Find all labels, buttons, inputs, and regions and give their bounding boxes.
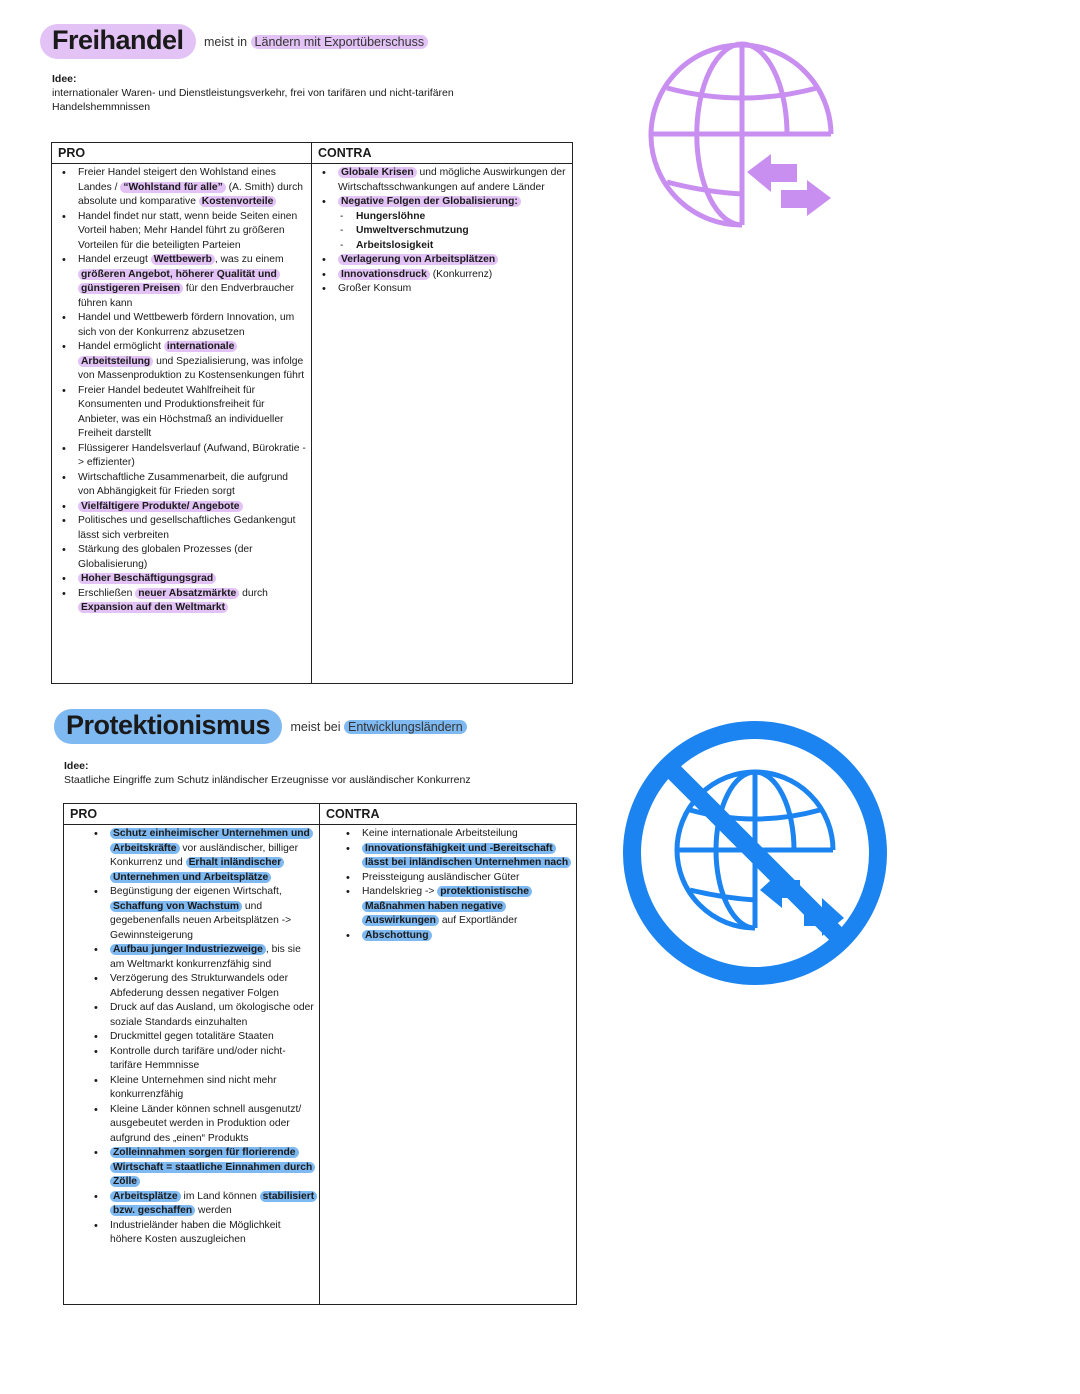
globe-trade-arrows-icon	[645, 40, 840, 232]
list-item: • Kontrolle durch tarifäre und/oder nicht-tarifäre Hemmnisse	[110, 1045, 315, 1074]
sub-list	[338, 210, 568, 254]
list-item: • Schutz einheimischer Unternehmen und Arbeitskräfte vor ausländischer, billiger Konkurrenz und Erhalt inländischer Unternehmen und Arbeitsplätze	[110, 827, 315, 885]
protektionismus-table	[63, 803, 577, 1305]
idea-text: internationaler Waren- und Dienstleistungsverkehr, frei von tarifären und nicht-tarifären Handelshemmnissen	[52, 87, 454, 113]
highlight: größeren Angebot, höherer Qualität und günstigeren Preisen	[78, 269, 280, 295]
freihandel-subtitle-highlight: Ländern mit Exportüberschuss	[251, 35, 429, 49]
sub-item: - Hungerslöhne	[356, 210, 568, 225]
freihandel-contra-cell	[312, 164, 573, 684]
protektionismus-contra-cell	[320, 825, 577, 1305]
list-item: • Keine internationale Arbeitsteilung	[362, 827, 572, 842]
highlight: Erhalt inländischer Unternehmen und Arbeitsplätze	[110, 857, 284, 883]
protektionismus-title-row	[54, 709, 467, 744]
highlight: neuer Absatzmärkte	[135, 588, 239, 599]
freihandel-title: Freihandel	[40, 24, 196, 59]
list-item: • Politisches und gesellschaftliches Gedankengut lässt sich verbreiten	[78, 514, 307, 543]
list-item: • Preissteigung ausländischer Güter	[362, 871, 572, 886]
highlight: Arbeitsplätze	[110, 1191, 181, 1202]
protektionismus-subtitle: meist bei Entwicklungsländern	[291, 720, 467, 734]
list-item	[110, 1146, 315, 1190]
list-item: • Handel ermöglicht internationale Arbeitsteilung und Spezialisierung, was infolge von Massenproduktion zu Kostensenkungen führt	[78, 340, 307, 384]
highlight: Aufbau junger Industriezweige	[110, 944, 266, 955]
list-item: • Industrieländer haben die Möglichkeit höhere Kosten auszugleichen	[110, 1219, 315, 1248]
list-item: • Druckmittel gegen totalitäre Staaten	[110, 1030, 315, 1045]
protektionismus-pro-cell	[64, 825, 320, 1305]
contra-header: CONTRA	[320, 804, 577, 825]
list-item: • Druck auf das Ausland, um ökologische oder soziale Standards einzuhalten	[110, 1001, 315, 1030]
freihandel-pro-cell	[52, 164, 312, 684]
highlight: Schaffung von Wachstum	[110, 901, 242, 912]
list-item: • Innovationsfähigkeit und -Bereitschaft lässt bei inländischen Unternehmen nach	[362, 842, 572, 871]
list-item: • Arbeitsplätze im Land können stabilisiert bzw. geschaffen werden	[110, 1190, 315, 1219]
list-item: • Freier Handel bedeutet Wahlfreiheit für Konsumenten und Produktionsfreiheit für Anbieter, was ein Höchstmaß an individueller Freiheit darstellt	[78, 384, 307, 442]
freihandel-pro-list	[56, 166, 307, 616]
list-item: • Freier Handel steigert den Wohlstand eines Landes / “Wohlstand für alle” (A. Smith) durch absolute und komparative Kostenvorteile	[78, 166, 307, 210]
list-item: • Verlagerung von Arbeitsplätzen	[338, 253, 568, 268]
contra-header: CONTRA	[312, 143, 573, 164]
list-item: • Stärkung des globalen Prozesses (der Globalisierung)	[78, 543, 307, 572]
freihandel-title-row	[40, 24, 428, 59]
freihandel-idea	[52, 72, 492, 114]
pro-header: PRO	[52, 143, 312, 164]
protektionismus-idea	[64, 759, 544, 787]
protektionismus-subtitle-highlight: Entwicklungsländern	[344, 720, 467, 734]
list-item: • Handel und Wettbewerb fördern Innovation, um sich von der Konkurrenz abzusetzen	[78, 311, 307, 340]
list-item: • Kleine Unternehmen sind nicht mehr konkurrenzfähig	[110, 1074, 315, 1103]
prohibited-globe-trade-icon	[620, 718, 890, 988]
highlight: Hoher Beschäftigungsgrad	[78, 573, 216, 584]
list-item: • Handelskrieg -> protektionistische Maßnahmen haben negative Auswirkungen auf Exportländer	[362, 885, 572, 929]
list-item: • Kleine Länder können schnell ausgenutzt/ ausgebeutet werden in Produktion oder aufgrund des „einen“ Produkts	[110, 1103, 315, 1147]
protektionismus-pro-list	[68, 827, 315, 1248]
highlight: “Wohlstand für alle”	[120, 182, 225, 193]
highlight: Schutz einheimischer Unternehmen und Arbeitskräfte	[110, 828, 313, 854]
list-item	[78, 500, 307, 515]
highlight: stabilisiert bzw. geschaffen	[110, 1191, 317, 1217]
list-item: • Begünstigung der eigenen Wirtschaft, Schaffung von Wachstum und gegebenenfalls neuen Arbeitsplätzen -> Gewinnsteigerung	[110, 885, 315, 943]
idea-text: Staatliche Eingriffe zum Schutz inländischer Erzeugnisse vor ausländischer Konkurrenz	[64, 774, 471, 786]
highlight: Kostenvorteile	[199, 196, 277, 207]
highlight: Wettbewerb	[151, 254, 215, 265]
list-item: • Innovationsdruck (Konkurrenz)	[338, 268, 568, 283]
list-item: • Erschließen neuer Absatzmärkte durch Expansion auf den Weltmarkt	[78, 587, 307, 616]
list-item: • Globale Krisen und mögliche Auswirkungen der Wirtschaftsschwankungen auf andere Länder	[338, 166, 568, 195]
highlight: Expansion auf den Weltmarkt	[78, 602, 228, 613]
sub-item: - Arbeitslosigkeit	[356, 239, 568, 254]
list-item: • Negative Folgen der Globalisierung: - Hungerslöhne - Umweltverschmutzung - Arbeitslosigkeit	[338, 195, 568, 253]
list-item: • Großer Konsum	[338, 282, 568, 297]
protektionismus-title: Protektionismus	[54, 709, 282, 744]
list-item: • Flüssigerer Handelsverlauf (Aufwand, Bürokratie -> effizienter)	[78, 442, 307, 471]
highlight: Zolleinnahmen sorgen für florierende Wirtschaft = staatliche Einnahmen durch Zölle	[110, 1147, 315, 1187]
freihandel-subtitle: meist in Ländern mit Exportüberschuss	[204, 35, 428, 49]
idea-label: Idee:	[64, 760, 89, 772]
highlight: Vielfältigere Produkte/ Angebote	[78, 501, 243, 512]
idea-label: Idee:	[52, 73, 77, 85]
sub-item: - Umweltverschmutzung	[356, 224, 568, 239]
pro-header: PRO	[64, 804, 320, 825]
freihandel-table	[51, 142, 573, 684]
list-item: • Wirtschaftliche Zusammenarbeit, die aufgrund von Abhängigkeit für Frieden sorgt	[78, 471, 307, 500]
protektionismus-contra-list	[324, 827, 572, 943]
list-item: • Aufbau junger Industriezweige , bis sie am Weltmarkt konkurrenzfähig sind	[110, 943, 315, 972]
list-item	[78, 572, 307, 587]
list-item: • Handel findet nur statt, wenn beide Seiten einen Vorteil haben; Mehr Handel führt zu größeren Vorteilen für die beteiligten Parteien	[78, 210, 307, 254]
list-item: • Abschottung	[362, 929, 572, 944]
highlight: internationale Arbeitsteilung	[78, 341, 237, 367]
list-item: • Verzögerung des Strukturwandels oder Abfederung dessen negativer Folgen	[110, 972, 315, 1001]
freihandel-contra-list	[316, 166, 568, 297]
list-item: • Handel erzeugt Wettbewerb , was zu einem größeren Angebot, höherer Qualität und günstigeren Preisen für den Endverbraucher führen kann	[78, 253, 307, 311]
